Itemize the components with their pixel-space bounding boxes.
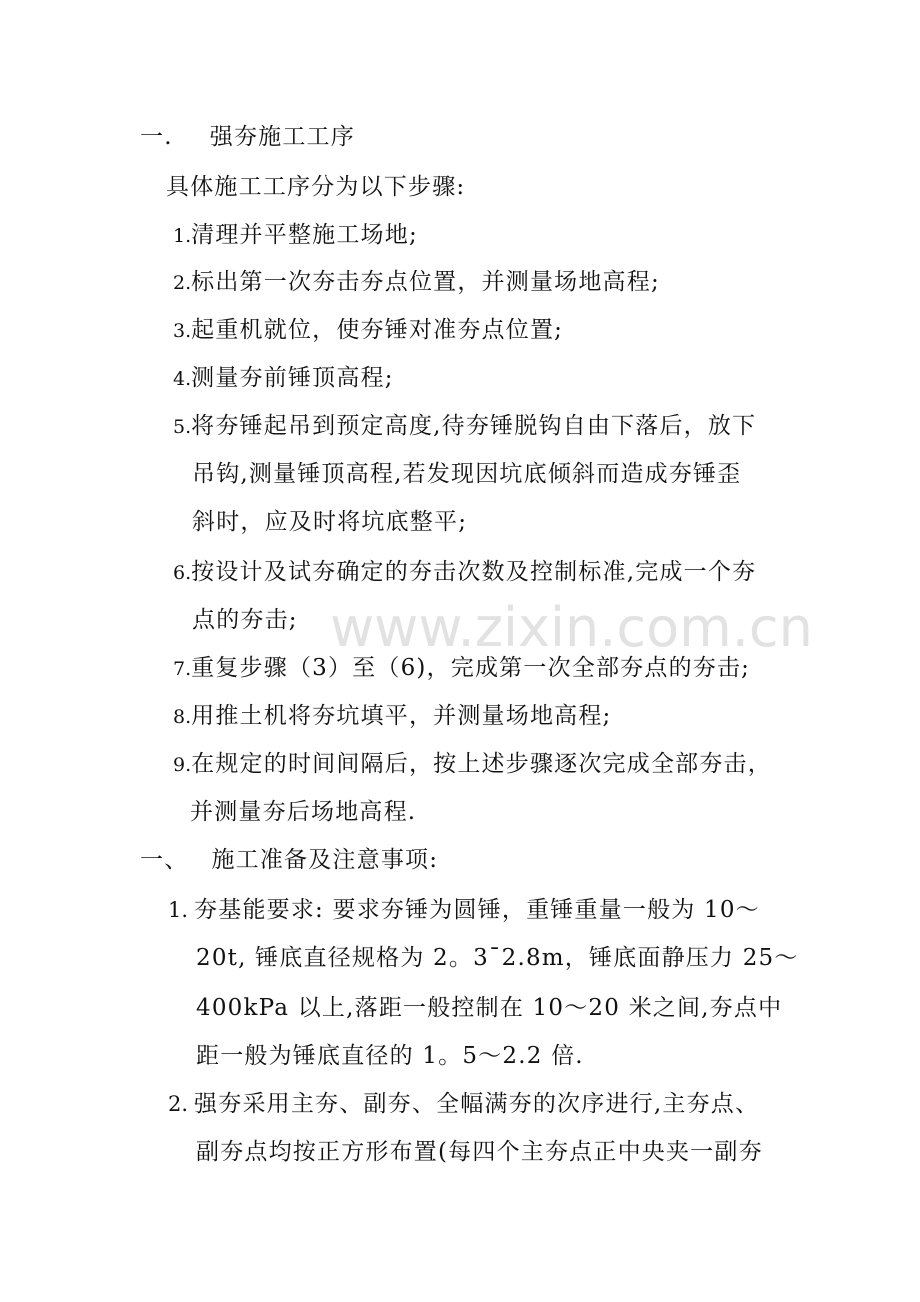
step-text: 重复步骤（3）至（6)，完成第一次全部夯点的夯击; xyxy=(191,655,751,681)
section-1-heading xyxy=(140,122,355,152)
step-number: 4. xyxy=(173,368,192,390)
item-1 xyxy=(168,895,760,925)
step-9-continuation: 并测量夯后场地高程. xyxy=(190,799,417,825)
step-4 xyxy=(173,363,394,394)
step-text: 按设计及试夯确定的夯击次数及控制标准,完成一个夯 xyxy=(191,559,757,585)
step-text: 标出第一次夯击夯点位置，并测量场地高程; xyxy=(191,269,660,295)
step-number: 2. xyxy=(173,272,192,294)
step-number: 9. xyxy=(173,754,192,776)
item-1-continuation: 400kPa 以上,落距一般控制在 10～20 米之间,夯点中 xyxy=(196,995,783,1021)
step-text: 用推土机将夯坑填平，并测量场地高程; xyxy=(191,703,612,729)
item-number: 2. xyxy=(168,1092,189,1116)
step-text: 清理并平整施工场地; xyxy=(191,222,418,248)
step-number: 8. xyxy=(173,706,192,728)
section-2-heading xyxy=(140,845,438,875)
step-9 xyxy=(173,749,772,780)
section-1-intro: 具体施工工序分为以下步骤: xyxy=(166,174,466,200)
step-6 xyxy=(173,557,756,588)
step-5 xyxy=(173,411,756,442)
item-2-continuation: 副夯点均按正方形布置(每四个主夯点正中央夹一副夯 xyxy=(196,1139,763,1165)
step-2 xyxy=(173,267,660,298)
section-2-marker: 一、 xyxy=(140,847,189,873)
section-2-title: 施工准备及注意事项: xyxy=(211,847,439,873)
step-number: 5. xyxy=(173,416,192,438)
section-1-marker: 一. xyxy=(140,124,173,150)
section-1-title: 强夯施工工序 xyxy=(209,124,355,150)
step-number: 7. xyxy=(173,658,192,680)
step-text: 在规定的时间间隔后，按上述步骤逐次完成全部夯击， xyxy=(191,751,772,777)
step-text: 起重机就位，使夯锤对准夯点位置; xyxy=(191,317,564,343)
watermark: www.zixin.com.cn xyxy=(330,596,813,659)
step-5-continuation: 吊钩,测量锤顶高程,若发现因坑底倾斜而造成夯锤歪 xyxy=(192,461,742,487)
step-number: 6. xyxy=(173,562,192,584)
step-1 xyxy=(173,220,418,251)
step-3 xyxy=(173,315,563,346)
item-text: 夯基能要求: 要求夯锤为圆锤，重锤重量一般为 10～ xyxy=(194,897,760,923)
step-7 xyxy=(173,653,750,684)
step-text: 测量夯前锤顶高程; xyxy=(191,365,394,391)
item-1-continuation: 距一般为锤底直径的 1。5～2.2 倍. xyxy=(196,1043,584,1069)
step-number: 3. xyxy=(173,320,192,342)
step-8 xyxy=(173,701,612,732)
step-6-continuation: 点的夯击; xyxy=(192,607,298,633)
step-text: 将夯锤起吊到预定高度,待夯锤脱钩自由下落后，放下 xyxy=(191,413,757,439)
item-1-continuation: 20t, 锤底直径规格为 2。3¯2.8m，锤底面静压力 25～ xyxy=(196,945,799,971)
step-5-continuation: 斜时，应及时将坑底整平; xyxy=(192,509,468,535)
item-text: 强夯采用主夯、副夯、全幅满夯的次序进行,主夯点、 xyxy=(194,1091,760,1117)
step-number: 1. xyxy=(173,225,192,247)
item-number: 1. xyxy=(168,898,189,922)
item-2 xyxy=(168,1089,759,1119)
